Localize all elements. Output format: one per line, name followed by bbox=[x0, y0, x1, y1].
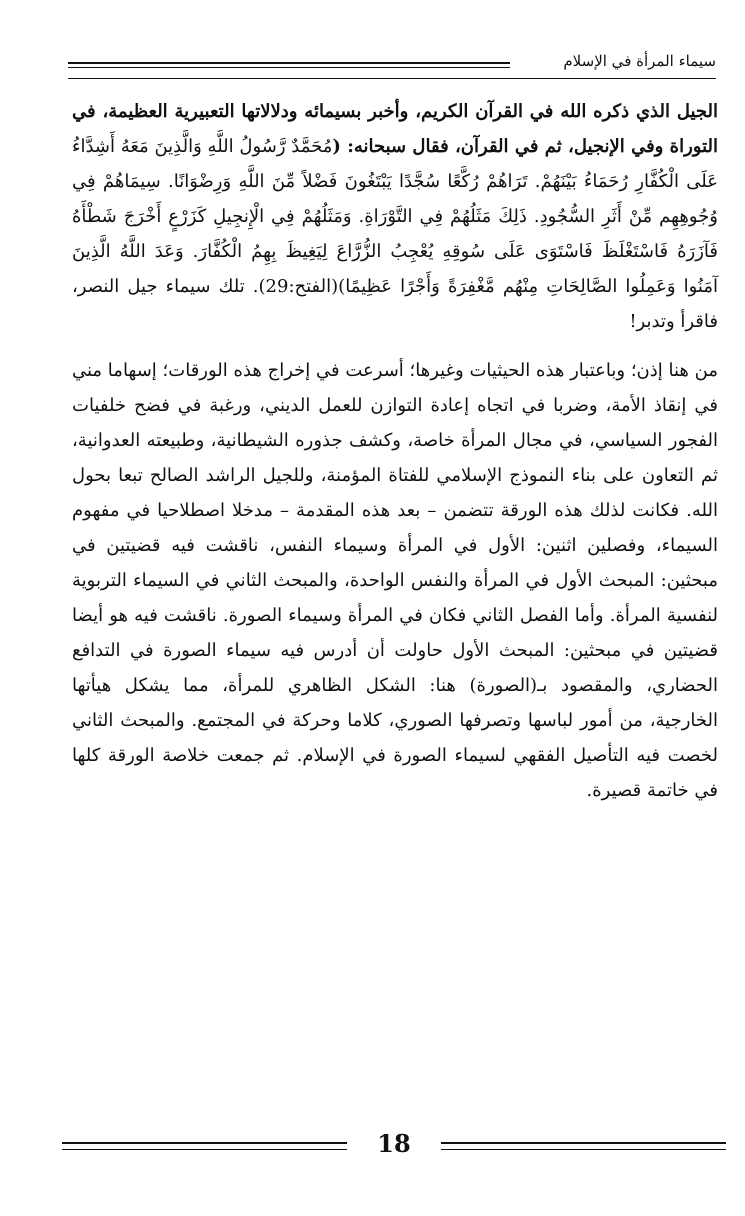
paragraph-quran-citation bbox=[72, 94, 718, 339]
page-number: 18 bbox=[377, 1129, 411, 1158]
header-underline bbox=[68, 78, 716, 79]
quran-verse: مُحَمَّدٌ رَّسُولُ اللَّهِ وَالَّذِينَ مَعَهُ أَشِدَّاءُ عَلَى الْكُفَّارِ رُحَمَاءُ بَيْنَهُمْ. تَرَاهُمْ رُكَّعًا سُجَّدًا يَبْتَغُونَ فَضْلاً مِّنَ اللَّهِ وَرِضْوَانًا. سِيمَاهُمْ فِي وُجُوهِهِم مِّنْ أَثَرِ السُّجُودِ. ذَلِكَ مَثَلُهُمْ فِي التَّوْرَاةِ. وَمَثَلُهُمْ فِي الْإِنجِيلِ كَزَرْعٍ أَخْرَجَ شَطْأَهُ فَآزَرَهُ فَاسْتَغْلَظَ فَاسْتَوَى عَلَى سُوقِهِ يُعْجِبُ الزُّرَّاعَ لِيَغِيظَ بِهِمُ الْكُفَّارَ. وَعَدَ اللَّهُ الَّذِينَ آمَنُوا وَعَمِلُوا الصَّالِحَاتِ مِنْهُم مَّغْفِرَةً وَأَجْرًا عَظِيمًا bbox=[72, 136, 718, 297]
bold-intro-text: الجيل الذي ذكره الله في القرآن الكريم، وأخبر بسيمائه ودلالاتها التعبيرية العظيمة، في التوراة وفي الإنجيل، ثم في القرآن، فقال سبحانه: ( bbox=[72, 101, 718, 157]
book-title: سيماء المرأة في الإسلام bbox=[563, 52, 716, 70]
running-header bbox=[68, 52, 716, 82]
footer-rule bbox=[441, 1142, 726, 1150]
header-rule bbox=[68, 62, 510, 64]
paragraph-outline: من هنا إذن؛ وباعتبار هذه الحيثيات وغيرها؛ أسرعت في إخراج هذه الورقات؛ إسهاما مني في إنقاذ الأمة، وضربا في اتجاه إعادة التوازن للعمل الديني، ورغبة في فضح خلفيات الفجور السياسي، في مجال المرأة خاصة، وكشف جذوره الشيطانية، وطبيعته العدوانية، ثم التعاون على بناء النموذج الإسلامي للفتاة المؤمنة، وللجيل الراشد الصالح تبعا بحول الله. فكانت لذلك هذه الورقة تتضمن – بعد هذه المقدمة – مدخلا اصطلاحيا في مفهوم السيماء، وفصلين اثنين: الأول في المرأة وسيماء النفس، ناقشت فيه قضيتين في مبحثين: المبحث الأول في المرأة والنفس الواحدة، والمبحث الثاني في السيماء التربوية لنفسية المرأة. وأما الفصل الثاني فكان في المرأة وسيماء الصورة. ناقشت فيه هو أيضا قضيتين في مبحثين: المبحث الأول حاولت أن أدرس فيه سيماء الصورة في التدافع الحضاري، والمقصود بـ(الصورة) هنا: الشكل الظاهري للمرأة، مما يشكل هيأتها الخارجية، من أمور لباسها وتصرفها الصوري، كلاما وحركة في المجتمع. والمبحث الثاني لخصت فيه التأصيل الفقهي لسيماء الصورة في الإسلام. ثم جمعت خلاصة الورقة كلها في خاتمة قصيرة. bbox=[72, 360, 718, 801]
header-rule bbox=[68, 67, 510, 68]
verse-reference: )(الفتح:29). تلك سيماء جيل النصر، فاقرأ وتدبر! bbox=[72, 276, 718, 332]
page-body bbox=[72, 94, 718, 808]
page-footer bbox=[62, 1128, 726, 1168]
